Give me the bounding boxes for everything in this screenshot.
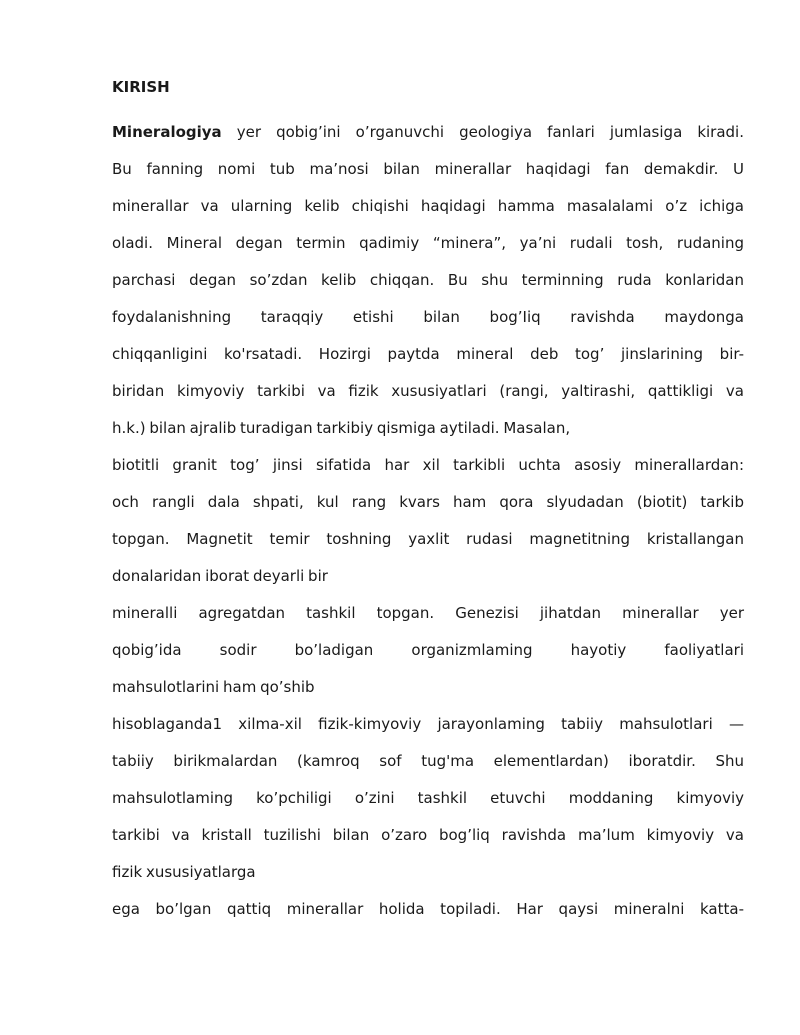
line-text: oladi. Mineral degan termin qadimiy “minera”, ya’ni rudali tosh, rudaning — [112, 234, 744, 252]
line-text: hisoblaganda1 xilma-xil fizik-kimyoviy jarayonlaming tabiiy mahsulotlari — — [112, 715, 744, 733]
line-text: mahsulotlaming ko’pchiligi o’zini tashkil etuvchi moddaning kimyoviy — [112, 789, 744, 807]
text-line — [112, 891, 744, 928]
text-line — [112, 632, 744, 669]
document-page — [112, 72, 744, 928]
document-body — [112, 114, 744, 928]
line-text: donalaridan iborat deyarli bir — [112, 567, 328, 585]
line-text: och rangli dala shpati, kul rang kvars ham qora slyudadan (biotit) tarkib — [112, 493, 744, 511]
document-heading: KIRISH — [112, 78, 170, 96]
text-line — [112, 780, 744, 817]
line-text: biotitli granit tog’ jinsi sifatida har xil tarkibli uchta asosiy minerallardan: — [112, 456, 744, 474]
text-line — [112, 669, 744, 706]
text-line — [112, 484, 744, 521]
text-line — [112, 595, 744, 632]
line-text: fizik xususiyatlarga — [112, 863, 256, 881]
line-text: foydalanishning taraqqiy etishi bilan bog’Iiq ravishda maydonga — [112, 308, 744, 326]
line-text: Bu fanning nomi tub ma’nosi bilan minerallar haqidagi fan demakdir. U — [112, 160, 744, 178]
bold-term: Mineralogiya — [112, 123, 222, 141]
line-text: mineralli agregatdan tashkil topgan. Genezisi jihatdan minerallar yer — [112, 604, 744, 622]
text-line — [112, 299, 744, 336]
text-line — [112, 743, 744, 780]
text-line — [112, 817, 744, 854]
line-text: chiqqanligini ko'rsatadi. Hozirgi paytda mineral deb tog’ jinslarining bir- — [112, 345, 744, 363]
text-line — [112, 521, 744, 558]
line-text: biridan kimyoviy tarkibi va fizik xususiyatlari (rangi, yaltirashi, qattikligi va — [112, 382, 744, 400]
line-text: tabiiy birikmalardan (kamroq sof tug'ma elementlardan) iboratdir. Shu — [112, 752, 744, 770]
text-line — [112, 114, 744, 151]
text-line — [112, 262, 744, 299]
line-text: topgan. Magnetit temir toshning yaxlit rudasi magnetitning kristallangan — [112, 530, 744, 548]
text-line — [112, 188, 744, 225]
text-line — [112, 410, 744, 447]
line-text: minerallar va ularning kelib chiqishi haqidagi hamma masalalami o’z ichiga — [112, 197, 744, 215]
text-line — [112, 854, 744, 891]
text-line — [112, 373, 744, 410]
text-line — [112, 225, 744, 262]
text-line — [112, 151, 744, 188]
text-line — [112, 706, 744, 743]
line-text: h.k.) bilan ajralib turadigan tarkibiy qismiga aytiladi. Masalan, — [112, 419, 571, 437]
text-line — [112, 558, 744, 595]
text-line — [112, 447, 744, 484]
line-text: qobig’ida sodir bo’ladigan organizmlaming hayotiy faoliyatlari — [112, 641, 744, 659]
line-text: mahsulotlarini ham qo’shib — [112, 678, 315, 696]
line-text: tarkibi va kristall tuzilishi bilan o’zaro bog’liq ravishda ma’lum kimyoviy va — [112, 826, 744, 844]
line-text: ega bo’lgan qattiq minerallar holida topiladi. Har qaysi mineralni katta- — [112, 900, 744, 918]
line-text: parchasi degan so’zdan kelib chiqqan. Bu shu terminning ruda konlaridan — [112, 271, 744, 289]
line-text: yer qobig’ini o’rganuvchi geologiya fanlari jumlasiga kiradi. — [221, 123, 744, 141]
text-line — [112, 336, 744, 373]
